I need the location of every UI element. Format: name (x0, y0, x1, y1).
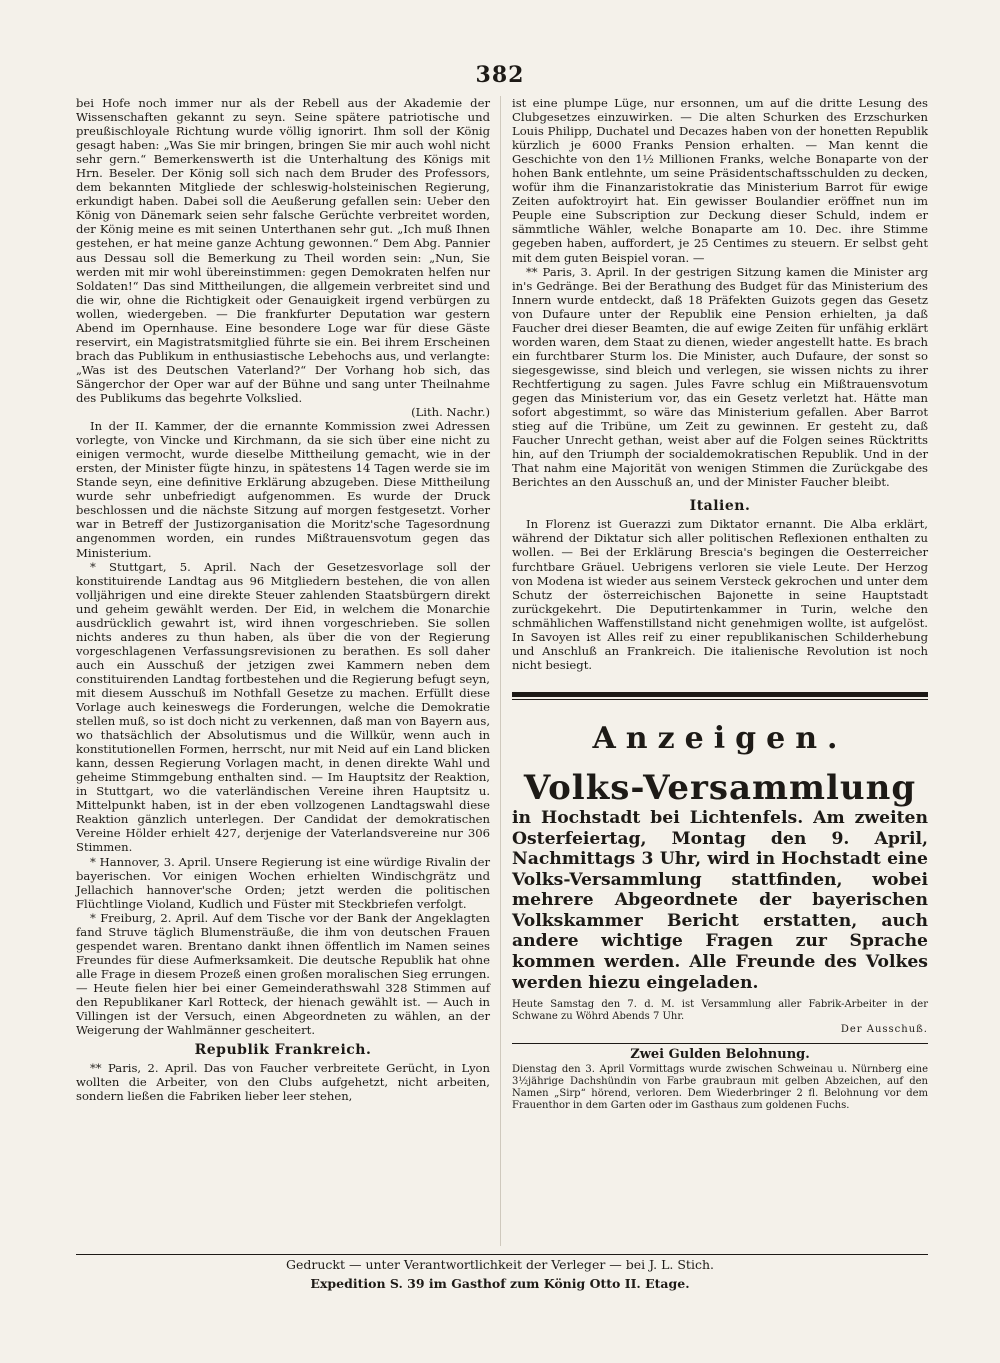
reward-title: Zwei Gulden Belohnung. (630, 1047, 810, 1063)
section-heading-italien: Italien. (689, 498, 751, 515)
expedition-line: Expedition S. 39 im Gasthof zum König Otto II. Etage. (310, 1276, 690, 1291)
ad-body: in Hochstadt bei Lichtenfels. Am zweiten Osterfeiertag, Montag den 9. April, Nachmittags 3 Uhr, wird in Hochstadt eine Volks-Versammlung stattfinden, wobei mehrere Abgeordnete der bayerischen Volkskammer Bericht erstatten, auch andere wichtige Fragen zur Sprache kommen werden. Alle Freunde des Volkes werden hiezu eingeladen. (512, 807, 928, 993)
article-paragraph: bei Hofe noch immer nur als der Rebell aus der Akademie der Wissenschaften gekannt zu seyn. Seine spätere patriotische und preußischloyale Richtung wurde völlig ignorirt. Ihm soll der König gesagt haben: „Was Sie mir bringen, bringen Sie mir auch wohl nicht sehr gern.“ Bemerkenswerth ist die Unterhaltung des Königs mit Hrn. Beseler. Der König soll sich nach dem Bruder des Professors, dem bekannten Mitgliede der schleswig-holsteinischen Regierung, erkundigt haben. Dabei soll die Aeußerung gefallen sein: Ueber den König von Dänemark seien sehr falsche Gerüchte verbreitet worden, der König meine es mit seinen Unterthanen sehr gut. „Ich muß Ihnen gestehen, er hat meine ganze Achtung gewonnen.“ Dem Abg. Pannier aus Dessau soll die Bemerkung zu Theil worden sein: „Nun, Sie werden mit mir wohl übereinstimmen: gegen Demokraten helfen nur Soldaten!“ Das sind Mittheilungen, die allgemein verbreitet sind und die wir, ohne die Richtigkeit oder Genauigkeit irgend verbürgen zu wollen, wiedergeben. — Die frankfurter Deputation war gestern Abend im Opernhause. Eine besondere Loge war für diese Gäste reservirt, ein Magistratsmitglied führte sie ein. Bei ihrem Erscheinen brach das Publikum in enthusiastische Lebehochs aus, und verlangte: „Was ist des Deutschen Vaterland?“ Der Vorhang hob sich, das Sängerchor der Oper war auf der Bühne und sang unter Theilnahme des Publikums das begehrte Volkslied. (76, 96, 490, 405)
article-paragraph: In der II. Kammer, der die ernannte Kommission zwei Adressen vorlegte, von Vincke und Kirchmann, da sie sich über eine nicht zu einigen vermocht, wurde dieselbe Mittheilung gemacht, wie in der ersten, der Minister fügte hinzu, in spätestens 14 Tagen werde sie im Stande seyn, eine definitive Erklärung abzugeben. Diese Mittheilung wurde sehr unbefriedigt aufgenommen. Es wurde der Druck beschlossen und die nächste Sitzung auf morgen festgesetzt. Vorher war in Betreff der Justizorganisation die Moritz'sche Tagesordnung angenommen worden, ein rundes Mißtrauensvotum gegen das Ministerium. (76, 419, 490, 560)
article-paragraph: ist eine plumpe Lüge, nur ersonnen, um auf die dritte Lesung des Clubgesetzes einzuwirken. — Die alten Schurken des Erzschurken Louis Philipp, Duchatel und Decazes haben von der honetten Republik kürzlich je 6000 Franks Pension erhalten. — Man kennt die Geschichte von den 1½ Millionen Franks, welche Bonaparte von der hohen Bank entlehnte, um seine Präsidentschaftsschulden zu decken, wofür ihm die Finanzaristokratie das Ministerium Barrot für ewige Zeiten aufoktroyirt hat. Ein gewisser Boulandier eröffnet nun im Peuple eine Subscription zur Deckung dieser Schuld, indem er sämmtliche Wähler, welche Bonaparte am 10. Dec. ihre Stimme gegeben haben, auffordert, je 25 Centimes zu steuern. Er selbst geht mit dem guten Beispiel voran. — (512, 96, 928, 265)
ads-title: Anzeigen. (592, 720, 848, 756)
article-paragraph: ** Paris, 2. April. Das von Faucher verbreitete Gerücht, in Lyon wollten die Arbeiter, von den Clubs aufgehetzt, nicht arbeiten, sondern ließen die Fabriken lieber leer stehen, (76, 1061, 490, 1104)
source-signature: (Lith. Nachr.) (411, 405, 490, 420)
ad-divider (512, 1043, 928, 1044)
article-paragraph: * Freiburg, 2. April. Auf dem Tische vor der Bank der Angeklagten fand Struve täglich Blumensträuße, die ihm von deutschen Frauen gespendet waren. Brentano dankt ihnen öffentlich im Namen seines Freundes für diese Aufmerksamkeit. Die deutsche Republik hat ohne alle Frage in diesem Prozeß einen großen moralischen Sieg errungen. — Heute fielen hier bei einer Gemeinderathswahl 328 Stimmen auf den Republikaner Karl Rotteck, der hienach gewählt ist. — Auch in Villingen ist der Versuch, einen Abgeordneten zu wählen, an der Weigerung der Wahlmänner gescheitert. (76, 910, 490, 1038)
section-divider (512, 692, 928, 700)
section-heading-frankreich: Republik Frankreich. (194, 1042, 372, 1059)
printer-line: Gedruckt — unter Verantwortlichkeit der Verleger — bei J. L. Stich. (286, 1257, 714, 1272)
ad-headline: Volks-Versammlung (523, 767, 917, 808)
article-paragraph: In Florenz ist Guerazzi zum Diktator ernannt. Die Alba erklärt, während der Diktatur sich aller politischen Reflexionen enthalten zu wollen. — Bei der Erklärung Brescia's begingen die Oesterreicher furchtbare Gräuel. Uebrigens verloren sie viele Leute. Der Herzog von Modena ist wieder aus seinem Versteck gekrochen und unter dem Schutz der österreichischen Bajonette in seine Hauptstadt zurückgekehrt. Die Deputirtenkammer in Turin, welche den schmählichen Waffenstillstand nicht genehmigen wollte, ist aufgelöst. In Savoyen ist Alles reif zu einer republikanischen Schilderhebung und Anschluß an Frankreich. Die italienische Revolution ist noch nicht besiegt. (512, 517, 928, 672)
footer-divider (76, 1254, 928, 1255)
article-paragraph: ** Paris, 3. April. In der gestrigen Sitzung kamen die Minister arg in's Gedränge. Bei der Berathung des Budget für das Ministerium des Innern wurde entdeckt, daß 18 Präfekten Guizots gegen das Gesetz von Dufaure unter der Republik eine Pension erhielten, ja daß Faucher drei dieser Beamten, die auf ewige Zeiten für unfähig erklärt worden waren, dem Staat zu dienen, wieder angestellt hatte. Es brach ein furchtbarer Sturm los. Die Minister, auch Dufaure, der sonst so siegesgewisse, sind bleich und verlegen, sie wissen nichts zu ihrer Rechtfertigung zu sagen. Jules Favre schlug ein Mißtrauensvotum gegen das Ministerium vor, das ein Gesetz verletzt hat. Hätte man sofort abgestimmt, so wäre das Ministerium gefallen. Aber Barrot stieg auf die Tribüne, um Zeit zu gewinnen. Er gesteht zu, daß Faucher Unrecht gethan, weist aber auf die Folgen seines Rücktritts hin, auf den Triumph der socialdemokratischen Republik. Und in der That nahm eine Majorität von wenigen Stimmen die Zurückgabe des Berichtes an den Ausschuß an, und der Minister Faucher bleibt. (512, 264, 928, 490)
notice-text: Heute Samstag den 7. d. M. ist Versammlung aller Fabrik-Arbeiter in der Schwane zu Wöhrd Abends 7 Uhr. (512, 999, 928, 1023)
article-paragraph: * Stuttgart, 5. April. Nach der Gesetzesvorlage soll der konstituirende Landtag aus 96 Mitgliedern bestehen, die von allen volljährigen und eine direkte Steuer zahlenden Staatsbürgern direkt und geheim gewählt werden. Der Eid, in welchem die Monarchie ausdrücklich gewahrt ist, wird ihnen vorgeschrieben. Sie sollen nichts anderes zu thun haben, als über die von der Regierung vorgeschlagenen Verfassungsrevisionen zu berathen. Es soll daher auch ein Ausschuß der jetzigen zwei Kammern neben dem constituirenden Landtag fortbestehen und die Regierung befugt seyn, mit diesem Ausschuß im Nothfall Gesetze zu machen. Erfüllt diese Vorlage auch keineswegs die Forderungen, welche die Demokratie stellen muß, so ist doch nicht zu verkennen, daß man von Bayern aus, wo thatsächlich der Absolutismus und die Willkür, wenn auch in konstitutionellen Formen, herrscht, nur mit Neid auf ein Land blicken kann, dessen Regierung Vorlagen macht, in denen direkte Wahl und geheime Stimmgebung enthalten sind. — Im Hauptsitz der Reaktion, in Stuttgart, wo die vaterländischen Vereine ihren Hauptsitz u. Mittelpunkt haben, ist in der eben vollzogenen Landtagswahl diese Reaktion gänzlich unterlegen. Der Candidat der demokratischen Vereine Hölder erhielt 427, derjenige der Vaterlandsvereine nur 306 Stimmen. (76, 559, 490, 855)
column-separator (500, 96, 501, 1246)
page-number: 382 (475, 62, 525, 88)
article-paragraph: * Hannover, 3. April. Unsere Regierung ist eine würdige Rivalin der bayerischen. Vor einigen Wochen erhielten Windischgrätz und Jellachich hannover'sche Orden; jetzt werden die politischen Flüchtlinge Violand, Kudlich und Füster mit Steckbriefen verfolgt. (76, 854, 490, 911)
left-column (76, 96, 490, 1103)
notice-signature: Der Ausschuß. (840, 1024, 928, 1036)
right-column (512, 96, 928, 1112)
reward-body: Dienstag den 3. April Vormittags wurde zwischen Schweinau u. Nürnberg eine 3½jährige Dachshündin von Farbe graubraun mit gelben Abzeichen, auf den Namen „Sirp“ hörend, verloren. Dem Wiederbringer 2 fl. Belohnung vor dem Frauenthor in dem Garten oder im Gasthaus zum goldenen Fuchs. (512, 1064, 928, 1112)
